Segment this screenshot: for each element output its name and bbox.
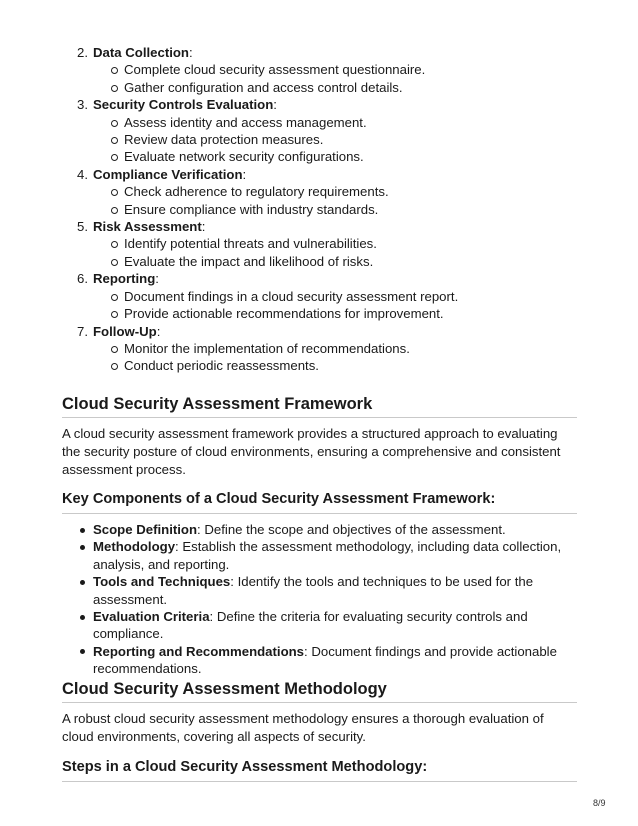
component-description: : Define the criteria for evaluating security controls and compliance. <box>93 609 528 642</box>
bullet-icon <box>80 649 85 654</box>
component-description: : Identify the tools and techniques to be used for the assessment. <box>93 574 534 607</box>
circle-bullet-icon <box>111 363 118 370</box>
component-term: Methodology <box>93 539 176 555</box>
circle-bullet-icon <box>111 154 118 161</box>
step-item: 5. Risk Assessment: Identify potential threats and vulnerabilities. Evaluate the impact and likelihood of risks. <box>62 218 458 270</box>
step-subitem <box>62 61 458 78</box>
circle-bullet-icon <box>111 137 118 144</box>
step-title: Data Collection <box>93 45 189 60</box>
circle-bullet-icon <box>111 120 118 127</box>
step-subitem <box>62 148 458 165</box>
circle-bullet-icon <box>111 311 118 318</box>
list-item <box>62 573 583 608</box>
step-subitem-text: Evaluate the impact and likelihood of risks. <box>124 253 374 269</box>
section-divider <box>62 781 577 782</box>
step-item: 6. Reporting: Document findings in a cloud security assessment report. Provide actionable recommendations for improvement. <box>62 270 458 322</box>
step-subitem <box>62 201 458 218</box>
step-subitem-text: Assess identity and access management. <box>124 114 367 130</box>
step-number: 7. <box>77 323 88 339</box>
circle-bullet-icon <box>111 207 118 214</box>
step-subitem-text: Review data protection measures. <box>124 132 324 148</box>
step-subitem <box>62 253 458 270</box>
component-term: Tools and Techniques <box>93 574 231 590</box>
step-number: 6. <box>77 271 88 287</box>
step-subitem <box>62 235 458 252</box>
section-divider <box>62 513 577 514</box>
step-title: Compliance Verification <box>93 166 243 182</box>
component-description: : Define the scope and objectives of the assessment. <box>197 522 506 537</box>
step-number: 4. <box>77 166 88 182</box>
page-number: 8/9 <box>593 798 606 808</box>
circle-bullet-icon <box>111 85 118 92</box>
step-subitem-text: Check adherence to regulatory requirements. <box>124 184 389 200</box>
component-term: Evaluation Criteria <box>93 609 210 625</box>
circle-bullet-icon <box>111 259 118 266</box>
list-item <box>62 608 583 643</box>
step-subitem <box>62 131 458 148</box>
step-item: 4. Compliance Verification: Check adherence to regulatory requirements. Ensure compliance with industry standards. <box>62 166 458 218</box>
bullet-icon <box>80 528 85 533</box>
circle-bullet-icon <box>111 67 118 74</box>
bullet-icon <box>80 580 85 585</box>
component-term: Scope Definition <box>93 522 198 537</box>
step-subitem-text: Provide actionable recommendations for improvement. <box>124 306 444 322</box>
step-subitem-text: Monitor the implementation of recommendations. <box>124 340 410 356</box>
methodology-subheading: Steps in a Cloud Security Assessment Methodology: <box>62 759 428 775</box>
step-item: 3. Security Controls Evaluation: Assess identity and access management. Review data protection measures. Evaluate network security configurations. <box>62 96 458 166</box>
component-description: : Establish the assessment methodology, including data collection, analysis, and reporting. <box>93 539 562 572</box>
methodology-heading: Cloud Security Assessment Methodology <box>62 680 387 698</box>
methodology-section <box>62 679 577 746</box>
step-subitem <box>62 305 458 322</box>
step-title: Risk Assessment <box>93 219 202 235</box>
step-item: 7. Follow-Up: Monitor the implementation of recommendations. Conduct periodic reassessments. <box>62 323 458 375</box>
circle-bullet-icon <box>111 189 118 196</box>
step-title: Follow-Up <box>93 323 157 339</box>
step-subitem-text: Evaluate network security configurations. <box>124 149 364 165</box>
component-description: : Document findings and provide actionable recommendations. <box>93 643 557 677</box>
step-number: 5. <box>77 219 88 235</box>
step-number: 3. <box>77 97 88 113</box>
step-subitem <box>62 183 458 200</box>
component-term: Reporting and Recommendations <box>93 643 305 659</box>
circle-bullet-icon <box>111 294 118 301</box>
step-title: Security Controls Evaluation <box>93 97 274 113</box>
step-number: 2. <box>77 45 88 60</box>
framework-section <box>62 394 577 478</box>
section-divider <box>62 702 577 703</box>
list-item <box>62 521 583 538</box>
framework-paragraph: A cloud security assessment framework provides a structured approach to evaluating the security posture of cloud environments, ensuring a comprehensive and consistent assessment process. <box>62 426 561 477</box>
step-subitem <box>62 357 458 374</box>
circle-bullet-icon <box>111 346 118 353</box>
step-subitem <box>62 114 458 131</box>
methodology-steps-section <box>62 758 577 782</box>
steps-list <box>62 44 458 375</box>
framework-components-section <box>62 490 583 678</box>
list-item <box>62 538 583 573</box>
circle-bullet-icon <box>111 241 118 248</box>
methodology-paragraph: A robust cloud security assessment methodology ensures a thorough evaluation of cloud environments, covering all aspects of security. <box>62 711 544 744</box>
bullet-icon <box>80 545 85 550</box>
framework-heading: Cloud Security Assessment Framework <box>62 395 373 413</box>
step-subitem <box>62 79 458 96</box>
step-subitem-text: Document findings in a cloud security assessment report. <box>124 288 459 304</box>
section-divider <box>62 417 577 418</box>
step-title: Reporting <box>93 271 156 287</box>
step-subitem-text: Complete cloud security assessment questionnaire. <box>124 62 426 78</box>
components-subheading: Key Components of a Cloud Security Assessment Framework: <box>62 491 496 507</box>
step-item: 2. Data Collection: Complete cloud security assessment questionnaire. Gather configuration and access control details. <box>62 44 458 96</box>
step-subitem <box>62 340 458 357</box>
step-subitem-text: Conduct periodic reassessments. <box>124 358 319 374</box>
bullet-icon <box>80 615 85 620</box>
components-list <box>62 521 583 678</box>
list-item <box>62 643 583 678</box>
step-subitem-text: Ensure compliance with industry standards. <box>124 201 379 217</box>
step-subitem <box>62 288 458 305</box>
step-subitem-text: Identify potential threats and vulnerabilities. <box>124 236 377 252</box>
step-subitem-text: Gather configuration and access control details. <box>124 79 403 95</box>
